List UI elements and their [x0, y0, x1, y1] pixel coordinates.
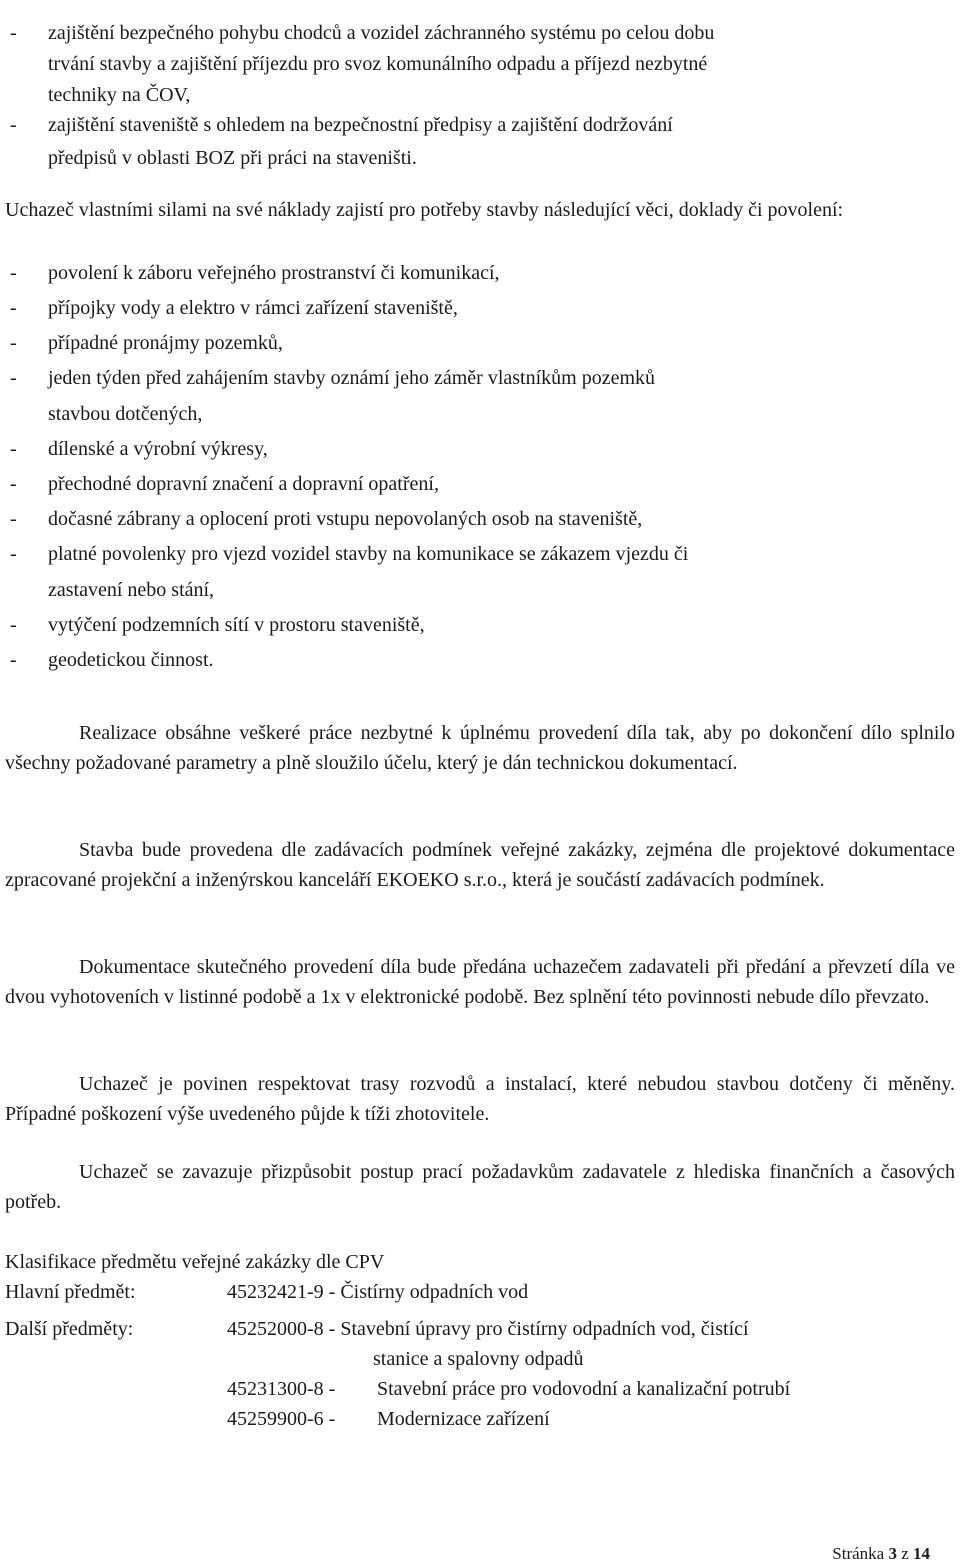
- list-item-line: případné pronájmy pozemků,: [48, 332, 283, 354]
- page-sep: z: [901, 1544, 909, 1563]
- list-item-line: zajištění staveniště s ohledem na bezpečnostní předpisy a zajištění dodržování: [48, 114, 673, 136]
- list-item: [0, 649, 960, 684]
- paragraph-text: Uchazeč je povinen respektovat trasy rozvodů a instalací, které nebudou stavbou dotčeny či měněny. Případné poškození výše uvedeného půjde k tíži zhotovitele.: [5, 1073, 955, 1125]
- list-item-line: zastavení nebo stání,: [48, 579, 215, 601]
- list-bullet: -: [10, 22, 17, 44]
- list-item-line: platné povolenky pro vjezd vozidel stavby na komunikace se zákazem vjezdu či: [48, 543, 689, 565]
- list-item-line: trvání stavby a zajištění příjezdu pro svoz komunálního odpadu a příjezd nezbytné: [48, 53, 708, 75]
- cpv-item-desc: Stavební práce pro vodovodní a kanalizační potrubí: [377, 1378, 791, 1400]
- list-item-line: přechodné dopravní značení a dopravní opatření,: [48, 473, 439, 495]
- paragraph-postup: [5, 1158, 955, 1217]
- list-item: [0, 22, 960, 115]
- list-item: [0, 367, 960, 438]
- list-item-line: vytýčení podzemních sítí v prostoru staveniště,: [48, 614, 425, 636]
- list-bullet: -: [10, 649, 17, 671]
- list-bullet: -: [10, 367, 17, 389]
- list-item-line: stavbou dotčených,: [48, 403, 203, 425]
- cpv-item-code: 45252000-8 - Stavební úpravy pro čistírny odpadních vod, čistící: [227, 1318, 749, 1340]
- list-bullet: -: [10, 508, 17, 530]
- page-total: 14: [913, 1544, 930, 1563]
- list-bullet: -: [10, 614, 17, 636]
- paragraph-trasy: [5, 1070, 955, 1129]
- cpv-classification: [5, 1247, 955, 1434]
- cpv-other-label: Další předměty:: [5, 1318, 134, 1340]
- list-item-line: dočasné zábrany a oplocení proti vstupu nepovolaných osob na staveniště,: [48, 508, 643, 530]
- list-item-line: přípojky vody a elektro v rámci zařízení staveniště,: [48, 297, 458, 319]
- cpv-main-row: [5, 1277, 955, 1307]
- list-item-line: předpisů v oblasti BOZ při práci na staveništi.: [48, 147, 417, 169]
- cpv-other-row: [5, 1314, 955, 1344]
- list-item-line: dílenské a výrobní výkresy,: [48, 438, 268, 460]
- list-item: [0, 508, 960, 543]
- page-current: 3: [888, 1544, 897, 1563]
- paragraph-text: Uchazeč se zavazuje přizpůsobit postup prací požadavkům zadavatele z hlediska finančních a časových potřeb.: [5, 1161, 955, 1213]
- list-bullet: -: [10, 297, 17, 319]
- list-item: [0, 614, 960, 649]
- cpv-item-desc: Modernizace zařízení: [377, 1408, 550, 1430]
- cpv-heading: Klasifikace předmětu veřejné zakázky dle CPV: [5, 1251, 385, 1273]
- list-bullet: -: [10, 438, 17, 460]
- cpv-other-row-cont: [5, 1344, 955, 1374]
- cpv-item-code: 45259900-6 -: [227, 1408, 336, 1430]
- list-item: [0, 115, 960, 177]
- list-item-line: techniky na ČOV,: [48, 84, 191, 106]
- list-item: [0, 543, 960, 614]
- list-item-line: povolení k záboru veřejného prostranství či komunikací,: [48, 262, 500, 284]
- list-item: [0, 332, 960, 367]
- paragraph-stavba: [5, 836, 955, 895]
- list-item-line: jeden týden před zahájením stavby oznámí jeho záměr vlastníkům pozemků: [48, 367, 656, 389]
- cpv-other-row: [5, 1374, 955, 1404]
- list-bullet: -: [10, 332, 17, 354]
- cpv-main-value: 45232421-9 - Čistírny odpadních vod: [227, 1281, 529, 1303]
- paragraph-text: Realizace obsáhne veškeré práce nezbytné k úplnému provedení díla tak, aby po dokončení dílo splnilo všechny požadované parametry a plně sloužilo účelu, který je dán technickou dokumentací.: [5, 722, 955, 774]
- requirements-list-1: [0, 22, 960, 177]
- paragraph-text: Stavba bude provedena dle zadávacích podmínek veřejné zakázky, zejména dle projektové dokumentace zpracované projekční a inženýrskou kanceláří EKOEKO s.r.o., která je součástí zadávacích podmínek.: [5, 839, 955, 891]
- list-item-line: zajištění bezpečného pohybu chodců a vozidel záchranného systému po celou dobu: [48, 22, 715, 44]
- list-bullet: -: [10, 473, 17, 495]
- paragraph-text: Dokumentace skutečného provedení díla bude předána uchazečem zadavateli při předání a převzetí díla ve dvou vyhotoveních v listinné podobě a 1x v elektronické podobě. Bez splnění této povinnosti nebude dílo převzato.: [5, 956, 955, 1008]
- requirements-list-2: [0, 262, 960, 684]
- list-item-line: geodetickou činnost.: [48, 649, 214, 671]
- list-bullet: -: [10, 262, 17, 284]
- intro-paragraph: Uchazeč vlastními silami na své náklady zajistí pro potřeby stavby následující věci, doklady či povolení:: [5, 199, 844, 221]
- list-bullet: -: [10, 543, 17, 565]
- list-item: [0, 297, 960, 332]
- cpv-item-code: 45231300-8 -: [227, 1378, 336, 1400]
- list-item: [0, 262, 960, 297]
- list-item: [0, 438, 960, 473]
- paragraph-realizace: [5, 719, 955, 778]
- paragraph-dokumentace: [5, 953, 955, 1012]
- list-bullet: -: [10, 114, 17, 136]
- cpv-other-row: [5, 1404, 955, 1434]
- cpv-main-label: Hlavní předmět:: [5, 1281, 136, 1303]
- page-prefix: Stránka: [832, 1544, 885, 1563]
- cpv-item-cont: stanice a spalovny odpadů: [373, 1348, 584, 1370]
- page-number: [832, 1544, 930, 1564]
- list-item: [0, 473, 960, 508]
